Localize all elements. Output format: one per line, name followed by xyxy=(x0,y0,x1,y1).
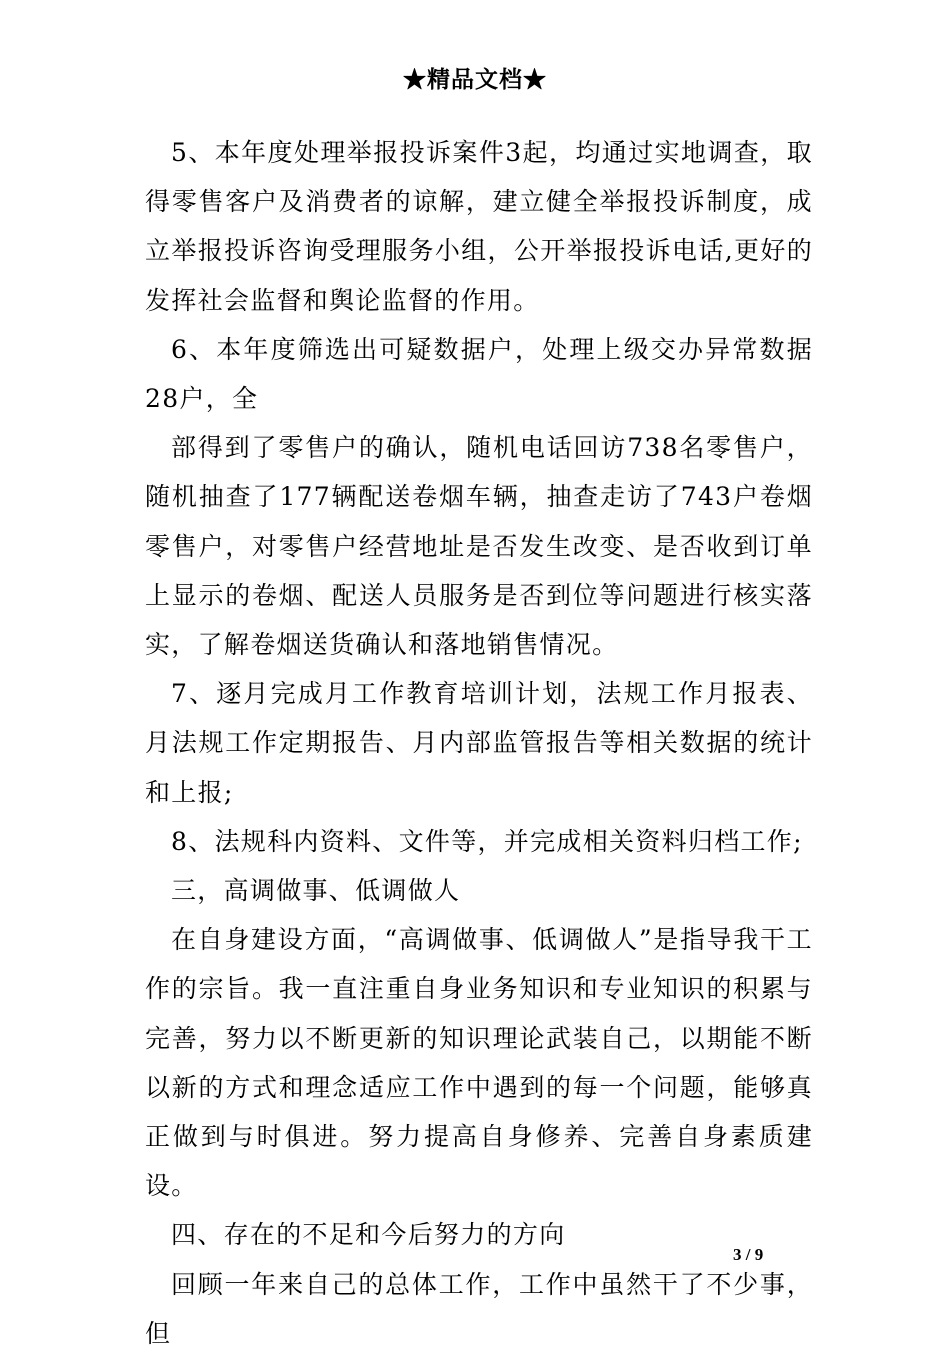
document-header-title: ★精品文档★ xyxy=(403,66,547,93)
paragraph-self-building: 在自身建设方面，“高调做事、低调做人”是指导我干工作的宗旨。我一直注重自身业务知识和专业知识的积累与完善，努力以不断更新的知识理论武装自己，以期能不断以新的方式和理念适应工作中遇到的每一个问题，能够真正做到与时俱进。努力提高自身修养、完善自身素质建设。 xyxy=(145,925,813,1201)
paragraph-review: 回顾一年来自己的总体工作，工作中虽然干了不少事，但 xyxy=(145,1269,813,1348)
paragraph-item-6-continued: 部得到了零售户的确认，随机电话回访738名零售户，随机抽查了177辆配送卷烟车辆，抽查走访了743户卷烟零售户，对零售户经营地址是否发生改变、是否收到订单上显示的卷烟、配送人员服务是否到位等问题进行核实落实，了解卷烟送货确认和落地销售情况。 xyxy=(145,433,813,660)
paragraph-item-6: 6、本年度筛选出可疑数据户，处理上级交办异常数据28户，全 xyxy=(145,334,813,414)
paragraph-item-7: 7、逐月完成月工作教育培训计划，法规工作月报表、月法规工作定期报告、月内部监管报告等相关数据的统计和上报; xyxy=(145,679,813,807)
document-body xyxy=(145,128,813,1358)
paragraph-item-5: 5、本年度处理举报投诉案件3起，均通过实地调查，取得零售客户及消费者的谅解，建立健全举报投诉制度，成立举报投诉咨询受理服务小组，公开举报投诉电话,更好的发挥社会监督和舆论监督的作用。 xyxy=(145,138,813,315)
page-number: 3 / 9 xyxy=(733,1245,764,1264)
section-heading-4: 四、存在的不足和今后努力的方向 xyxy=(171,1220,566,1250)
paragraph-item-8: 8、法规科内资料、文件等，并完成相关资料归档工作; xyxy=(171,826,803,856)
section-heading-3: 三，高调做事、低调做人 xyxy=(171,876,461,906)
